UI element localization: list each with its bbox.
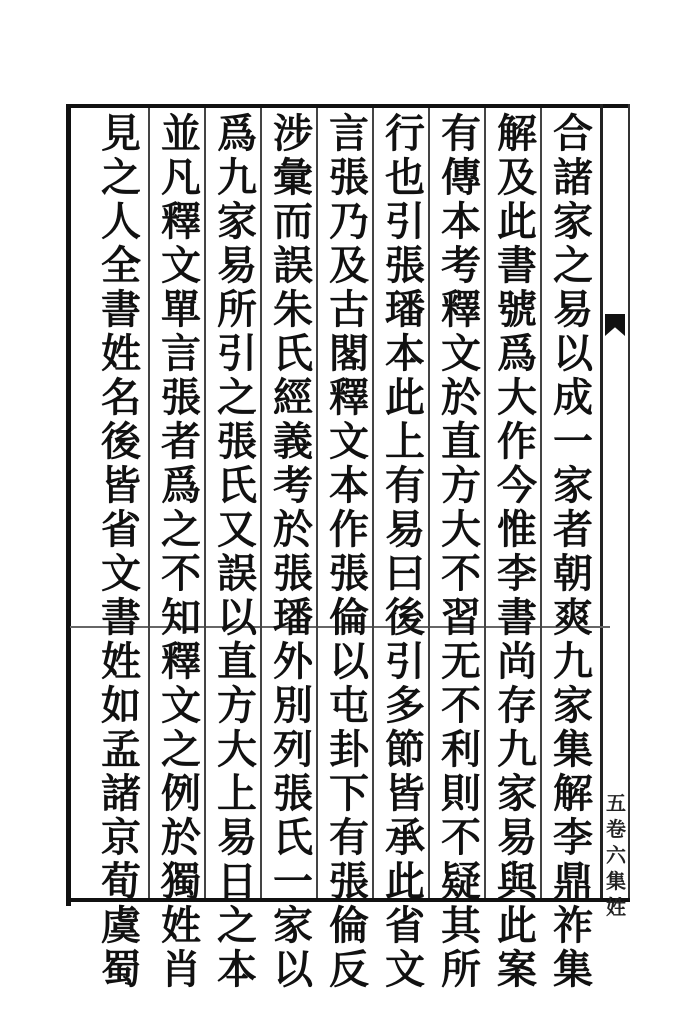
character: 家: [553, 198, 593, 245]
text-column-9: [96, 110, 146, 993]
character: 下: [329, 770, 369, 817]
character: 其: [441, 902, 481, 949]
character: 諸: [553, 154, 593, 201]
character: 後: [385, 594, 425, 641]
character: 古: [329, 286, 369, 333]
character: 凡: [161, 154, 201, 201]
character: 肖: [161, 946, 201, 993]
character: 知: [161, 594, 201, 641]
character: 書: [101, 594, 141, 641]
character: 家: [217, 198, 257, 245]
character: 不: [441, 682, 481, 729]
character: 本: [217, 946, 257, 993]
character: 釋: [441, 286, 481, 333]
character: 解: [497, 110, 537, 157]
character: 今: [497, 462, 537, 509]
character: 大: [441, 506, 481, 553]
character: 張: [385, 242, 425, 289]
character: 九: [553, 638, 593, 685]
character: 直: [217, 638, 257, 685]
character: 家: [553, 462, 593, 509]
character: 考: [273, 462, 313, 509]
character: 易: [553, 286, 593, 333]
character: 外: [273, 638, 313, 685]
character: 利: [441, 726, 481, 773]
character: 釋: [161, 638, 201, 685]
character: 集: [553, 726, 593, 773]
character: 乃: [329, 198, 369, 245]
character: 直: [441, 418, 481, 465]
character: 考: [441, 242, 481, 289]
character: 解: [553, 770, 593, 817]
character: 大: [497, 374, 537, 421]
character: 及: [329, 242, 369, 289]
character: 張: [329, 154, 369, 201]
gutter-character: 五: [606, 791, 626, 815]
character: 以: [273, 946, 313, 993]
character: 易: [217, 814, 257, 861]
character: 爲: [161, 462, 201, 509]
gutter-character: 六: [606, 843, 626, 867]
character: 姓: [161, 902, 201, 949]
character: 卦: [329, 726, 369, 773]
character: 家: [553, 682, 593, 729]
character: 之: [161, 506, 201, 553]
character: 惟: [497, 506, 537, 553]
character: 皆: [101, 462, 141, 509]
character: 書: [101, 286, 141, 333]
character: 璠: [385, 286, 425, 333]
character: 氏: [273, 330, 313, 377]
character: 以: [329, 638, 369, 685]
character: 單: [161, 286, 201, 333]
text-column-3: [436, 110, 486, 993]
gutter-character: 集: [606, 869, 626, 893]
character: 氏: [217, 462, 257, 509]
text-column-7: [212, 110, 262, 993]
character: 不: [441, 550, 481, 597]
character: 案: [497, 946, 537, 993]
character: 以: [217, 594, 257, 641]
character: 所: [441, 946, 481, 993]
character: 方: [441, 462, 481, 509]
character: 爲: [497, 330, 537, 377]
character: 例: [161, 770, 201, 817]
character: 祚: [553, 902, 593, 949]
character: 全: [101, 242, 141, 289]
character: 李: [497, 550, 537, 597]
character: 釋: [329, 374, 369, 421]
character: 此: [497, 902, 537, 949]
character: 經: [273, 374, 313, 421]
character: 本: [441, 198, 481, 245]
character: 朱: [273, 286, 313, 333]
character: 人: [101, 198, 141, 245]
character: 此: [497, 198, 537, 245]
character: 文: [101, 550, 141, 597]
character: 別: [273, 682, 313, 729]
character: 書: [497, 242, 537, 289]
character: 不: [161, 550, 201, 597]
character: 李: [553, 814, 593, 861]
character: 之: [217, 902, 257, 949]
fish-tail-mark-icon: [605, 314, 625, 336]
character: 璠: [273, 594, 313, 641]
character: 文: [329, 418, 369, 465]
character: 節: [385, 726, 425, 773]
character: 之: [553, 242, 593, 289]
character: 虞: [101, 902, 141, 949]
character: 誤: [273, 242, 313, 289]
gutter-character: 姓: [606, 895, 626, 919]
character: 反: [329, 946, 369, 993]
character: 言: [161, 330, 201, 377]
character: 省: [101, 506, 141, 553]
character: 見: [101, 110, 141, 157]
character: 者: [553, 506, 593, 553]
character: 也: [385, 154, 425, 201]
character: 者: [161, 418, 201, 465]
character: 張: [161, 374, 201, 421]
frame-outer-right-border: [628, 104, 630, 900]
character: 大: [217, 726, 257, 773]
text-column-8: [156, 110, 206, 993]
character: 一: [553, 418, 593, 465]
character: 言: [329, 110, 369, 157]
character: 號: [497, 286, 537, 333]
character: 皆: [385, 770, 425, 817]
character: 集: [553, 946, 593, 993]
character: 此: [385, 858, 425, 905]
column-rule: [148, 108, 150, 898]
character: 九: [217, 154, 257, 201]
character: 有: [329, 814, 369, 861]
character: 氏: [273, 814, 313, 861]
character: 尚: [497, 638, 537, 685]
character: 習: [441, 594, 481, 641]
frame-top-border: [66, 104, 628, 108]
character: 成: [553, 374, 593, 421]
text-column-4: [380, 110, 430, 993]
character: 倫: [329, 594, 369, 641]
character: 文: [161, 682, 201, 729]
character: 上: [217, 770, 257, 817]
character: 九: [497, 726, 537, 773]
character: 疑: [441, 858, 481, 905]
character: 姓: [101, 638, 141, 685]
character: 孟: [101, 726, 141, 773]
character: 張: [217, 418, 257, 465]
character: 閣: [329, 330, 369, 377]
character: 曰: [385, 550, 425, 597]
character: 傳: [441, 154, 481, 201]
character: 方: [217, 682, 257, 729]
character: 書: [497, 594, 537, 641]
character: 以: [553, 330, 593, 377]
character: 諸: [101, 770, 141, 817]
character: 爽: [553, 594, 593, 641]
text-column-5: [324, 110, 374, 993]
character: 並: [161, 110, 201, 157]
character: 鼎: [553, 858, 593, 905]
text-column-6: [268, 110, 318, 993]
text-column-2: [492, 110, 542, 993]
character: 獨: [161, 858, 201, 905]
character: 於: [273, 506, 313, 553]
character: 義: [273, 418, 313, 465]
character: 此: [385, 374, 425, 421]
character: 又: [217, 506, 257, 553]
character: 名: [101, 374, 141, 421]
character: 荀: [101, 858, 141, 905]
character: 易: [497, 814, 537, 861]
character: 省: [385, 902, 425, 949]
character: 倫: [329, 902, 369, 949]
character: 所: [217, 286, 257, 333]
character: 引: [385, 638, 425, 685]
character: 有: [441, 110, 481, 157]
character: 之: [217, 374, 257, 421]
character: 列: [273, 726, 313, 773]
character: 易: [385, 506, 425, 553]
gutter-character: 卷: [606, 817, 626, 841]
text-column-1: [548, 110, 598, 993]
character: 多: [385, 682, 425, 729]
character: 張: [273, 770, 313, 817]
character: 於: [161, 814, 201, 861]
character: 張: [329, 858, 369, 905]
character: 作: [329, 506, 369, 553]
character: 不: [441, 814, 481, 861]
character: 日: [217, 858, 257, 905]
character: 本: [329, 462, 369, 509]
character: 之: [101, 154, 141, 201]
character: 无: [441, 638, 481, 685]
character: 本: [385, 330, 425, 377]
character: 引: [385, 198, 425, 245]
character: 爲: [217, 110, 257, 157]
character: 承: [385, 814, 425, 861]
character: 一: [273, 858, 313, 905]
character: 引: [217, 330, 257, 377]
character: 於: [441, 374, 481, 421]
frame-left-border: [66, 104, 71, 906]
character: 蜀: [101, 946, 141, 993]
character: 存: [497, 682, 537, 729]
character: 文: [441, 330, 481, 377]
character: 則: [441, 770, 481, 817]
character: 上: [385, 418, 425, 465]
character: 屯: [329, 682, 369, 729]
character: 張: [273, 550, 313, 597]
character: 文: [161, 242, 201, 289]
character: 而: [273, 198, 313, 245]
character: 有: [385, 462, 425, 509]
character: 涉: [273, 110, 313, 157]
character: 誤: [217, 550, 257, 597]
character: 後: [101, 418, 141, 465]
character: 家: [273, 902, 313, 949]
character: 朝: [553, 550, 593, 597]
character: 合: [553, 110, 593, 157]
character: 之: [161, 726, 201, 773]
gutter-text: [604, 790, 628, 920]
character: 如: [101, 682, 141, 729]
character: 京: [101, 814, 141, 861]
character: 易: [217, 242, 257, 289]
character: 文: [385, 946, 425, 993]
character: 彙: [273, 154, 313, 201]
character: 作: [497, 418, 537, 465]
character: 及: [497, 154, 537, 201]
character: 張: [329, 550, 369, 597]
frame-right-border: [600, 104, 603, 900]
character: 姓: [101, 330, 141, 377]
character: 家: [497, 770, 537, 817]
character: 行: [385, 110, 425, 157]
character: 釋: [161, 198, 201, 245]
character: 與: [497, 858, 537, 905]
